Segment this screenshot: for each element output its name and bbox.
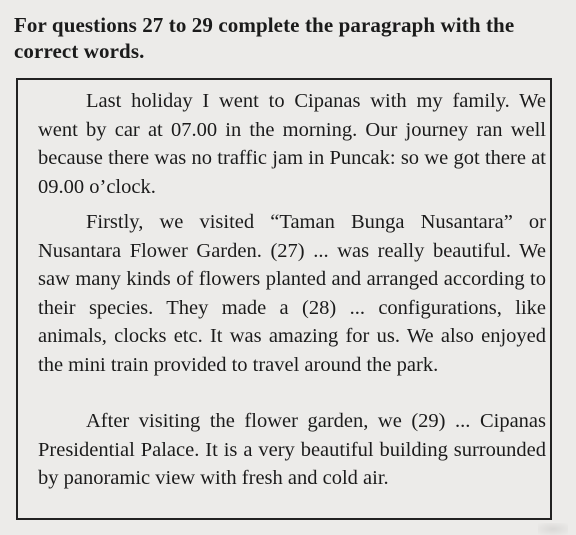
paragraph-1: Last holiday I went to Cipanas with my family. We went by car at 07.00 in the morning. Our journey ran well because there was no traffic jam in Puncak: so we got there at 09.00 o’clock. bbox=[38, 90, 546, 198]
paragraph-3: After visiting the flower garden, we (29) ... Cipanas Presidential Palace. It is a very beautiful building surrounded by panoramic view with fresh and cold air. bbox=[38, 410, 546, 490]
page-smudge bbox=[538, 523, 568, 535]
paragraph-2: Firstly, we visited “Taman Bunga Nusantara” or Nusantara Flower Garden. (27) ... was really beautiful. We saw many kinds of flowers planted and arranged according to their species. They made a (28) ... configurations, like animals, clocks etc. It was amazing for us. We also enjoyed the mini train provided to travel around the park. bbox=[38, 211, 546, 376]
passage-box bbox=[16, 78, 552, 520]
question-instruction: For questions 27 to 29 complete the paragraph with the correct words. bbox=[14, 13, 515, 63]
